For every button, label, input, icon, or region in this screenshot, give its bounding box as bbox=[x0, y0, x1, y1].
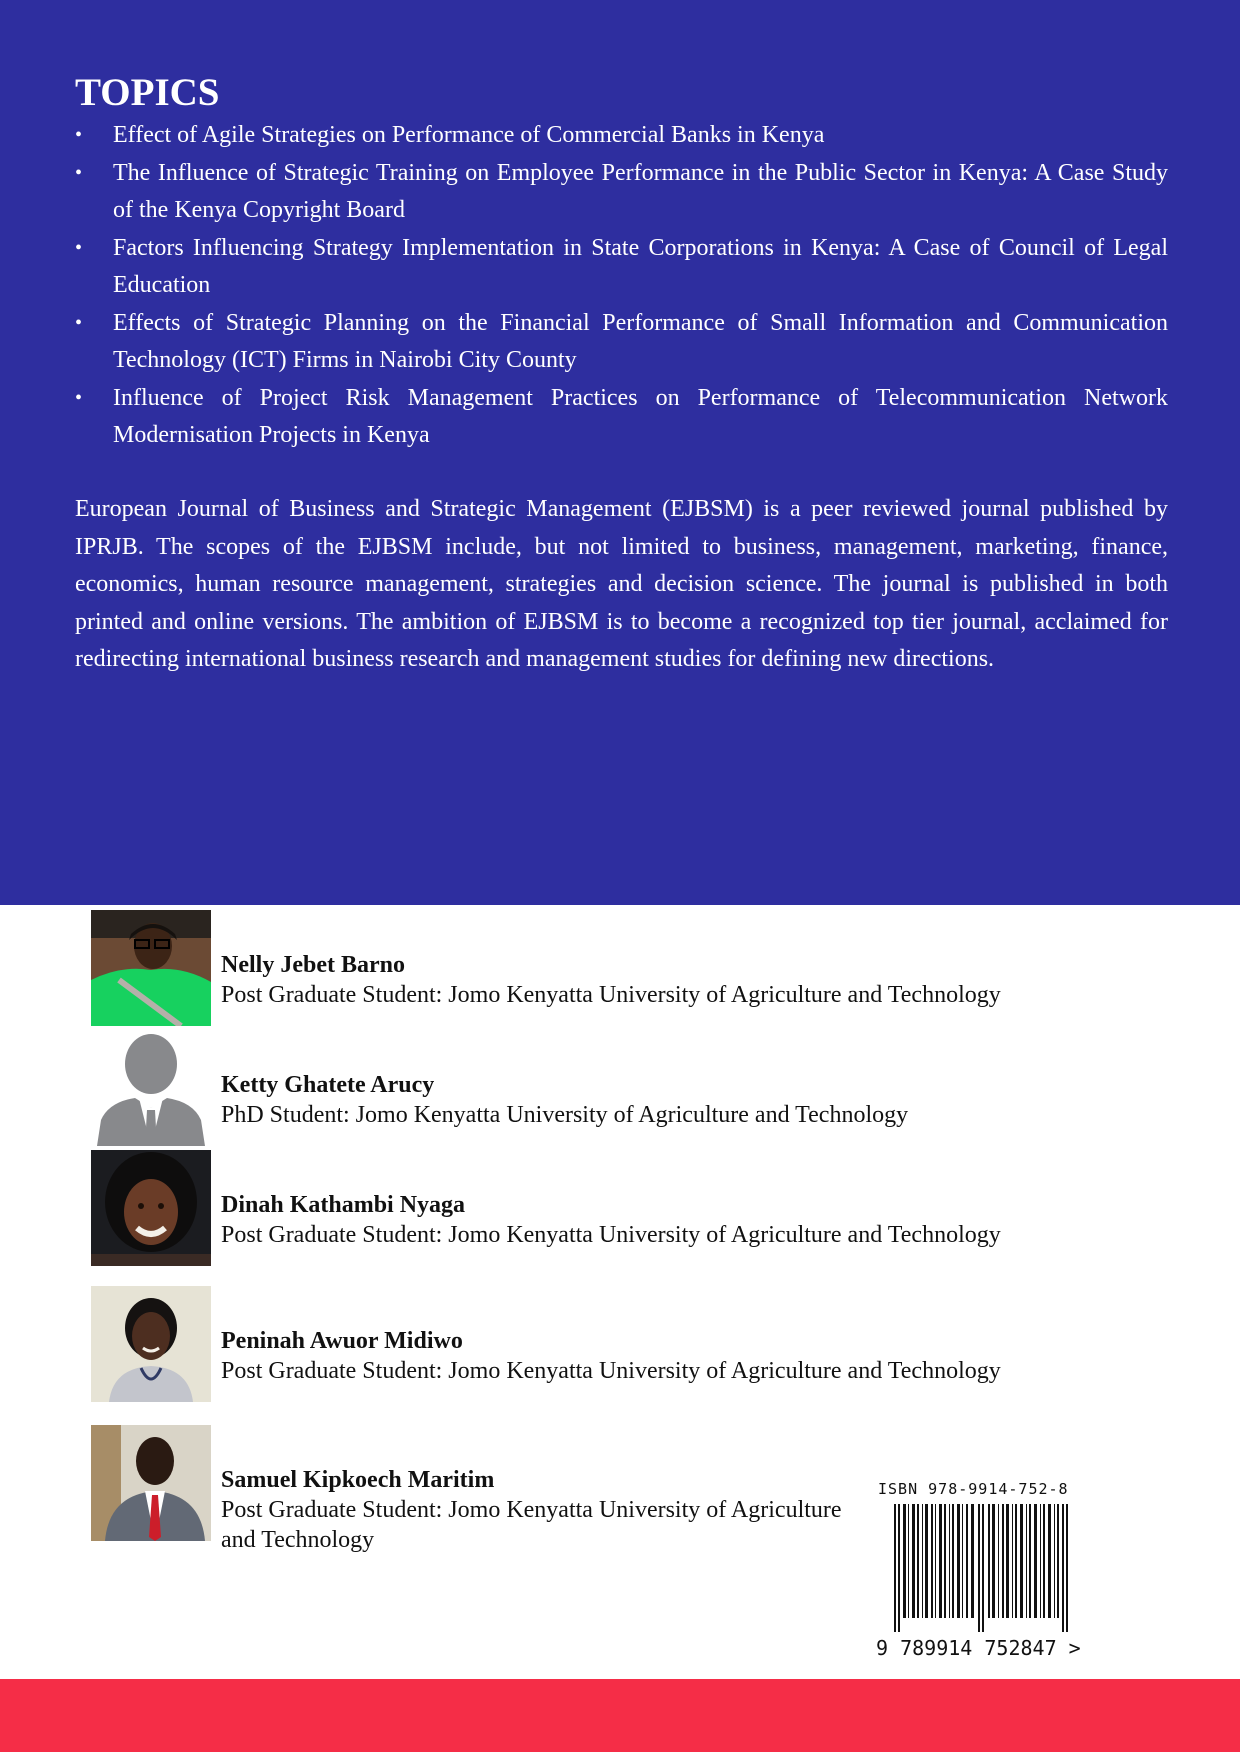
author-photo-image bbox=[91, 1425, 211, 1541]
barcode-digits: 9 789914 752847 > bbox=[876, 1636, 1081, 1660]
author-photo bbox=[91, 1425, 211, 1541]
topic-text: Factors Influencing Strategy Implementation in State Corporations in Kenya: A Case of Council of Legal Education bbox=[113, 234, 1168, 298]
author-entry bbox=[91, 1150, 1191, 1266]
topic-item bbox=[75, 380, 1168, 455]
author-info bbox=[221, 1070, 908, 1130]
author-photo-image bbox=[91, 910, 211, 1026]
barcode-icon bbox=[894, 1504, 1078, 1632]
author-name: Peninah Awuor Midiwo bbox=[221, 1328, 463, 1354]
author-affiliation: and Technology bbox=[221, 1527, 375, 1553]
topic-text: Effect of Agile Strategies on Performance of Commercial Banks in Kenya bbox=[113, 122, 825, 148]
author-photo-image bbox=[91, 1150, 211, 1266]
topics-list bbox=[75, 117, 1168, 455]
topic-item bbox=[75, 117, 1168, 155]
bullet-icon: • bbox=[75, 236, 83, 259]
author-entry bbox=[91, 1030, 1191, 1146]
topic-item bbox=[75, 230, 1168, 305]
author-affiliation: Post Graduate Student: Jomo Kenyatta University of Agriculture bbox=[221, 1497, 842, 1523]
isbn-barcode-block bbox=[876, 1480, 1106, 1660]
topic-item bbox=[75, 155, 1168, 230]
topic-text: Effects of Strategic Planning on the Financial Performance of Small Information and Communication Technology (ICT) Firms in Nairobi City County bbox=[113, 309, 1168, 373]
topic-item bbox=[75, 305, 1168, 380]
topics-heading: TOPICS bbox=[75, 71, 220, 114]
bullet-icon: • bbox=[75, 311, 83, 334]
author-info bbox=[221, 950, 1001, 1010]
bullet-icon: • bbox=[75, 386, 83, 409]
author-info bbox=[221, 1190, 1001, 1250]
avatar-placeholder-icon bbox=[91, 1030, 211, 1146]
author-affiliation: Post Graduate Student: Jomo Kenyatta University of Agriculture and Technology bbox=[221, 982, 1001, 1008]
isbn-label: ISBN 978-9914-752-8 bbox=[878, 1480, 1069, 1498]
author-photo bbox=[91, 1150, 211, 1266]
author-affiliation: Post Graduate Student: Jomo Kenyatta University of Agriculture and Technology bbox=[221, 1222, 1001, 1248]
author-info bbox=[221, 1465, 842, 1555]
author-name: Dinah Kathambi Nyaga bbox=[221, 1192, 466, 1218]
author-affiliation: PhD Student: Jomo Kenyatta University of Agriculture and Technology bbox=[221, 1102, 909, 1128]
author-entry bbox=[91, 910, 1191, 1026]
author-photo-image bbox=[91, 1286, 211, 1402]
bullet-icon: • bbox=[75, 161, 83, 184]
author-name: Samuel Kipkoech Maritim bbox=[221, 1467, 495, 1493]
author-photo bbox=[91, 1030, 211, 1146]
author-entry bbox=[91, 1286, 1191, 1402]
journal-description: European Journal of Business and Strategic Management (EJBSM) is a peer reviewed journal published by IPRJB. The scopes of the EJBSM include, but not limited to business, management, marketing, finance, economics, human resource management, strategies and decision science. The journal is published in both printed and online versions. The ambition of EJBSM is to become a recognized top tier journal, acclaimed for redirecting international business research and management studies for defining new directions. bbox=[75, 496, 1168, 672]
author-affiliation: Post Graduate Student: Jomo Kenyatta University of Agriculture and Technology bbox=[221, 1358, 1001, 1384]
bottom-color-band bbox=[0, 1679, 1240, 1752]
topic-text: Influence of Project Risk Management Practices on Performance of Telecommunication Network Modernisation Projects in Kenya bbox=[113, 384, 1168, 448]
author-info bbox=[221, 1326, 1001, 1386]
bullet-icon: • bbox=[75, 124, 83, 146]
author-photo bbox=[91, 1286, 211, 1402]
author-photo bbox=[91, 910, 211, 1026]
author-name: Nelly Jebet Barno bbox=[221, 952, 405, 978]
topic-text: The Influence of Strategic Training on Employee Performance in the Public Sector in Kenya: A Case Study of the Kenya Copyright Board bbox=[113, 159, 1168, 223]
author-name: Ketty Ghatete Arucy bbox=[221, 1072, 435, 1098]
